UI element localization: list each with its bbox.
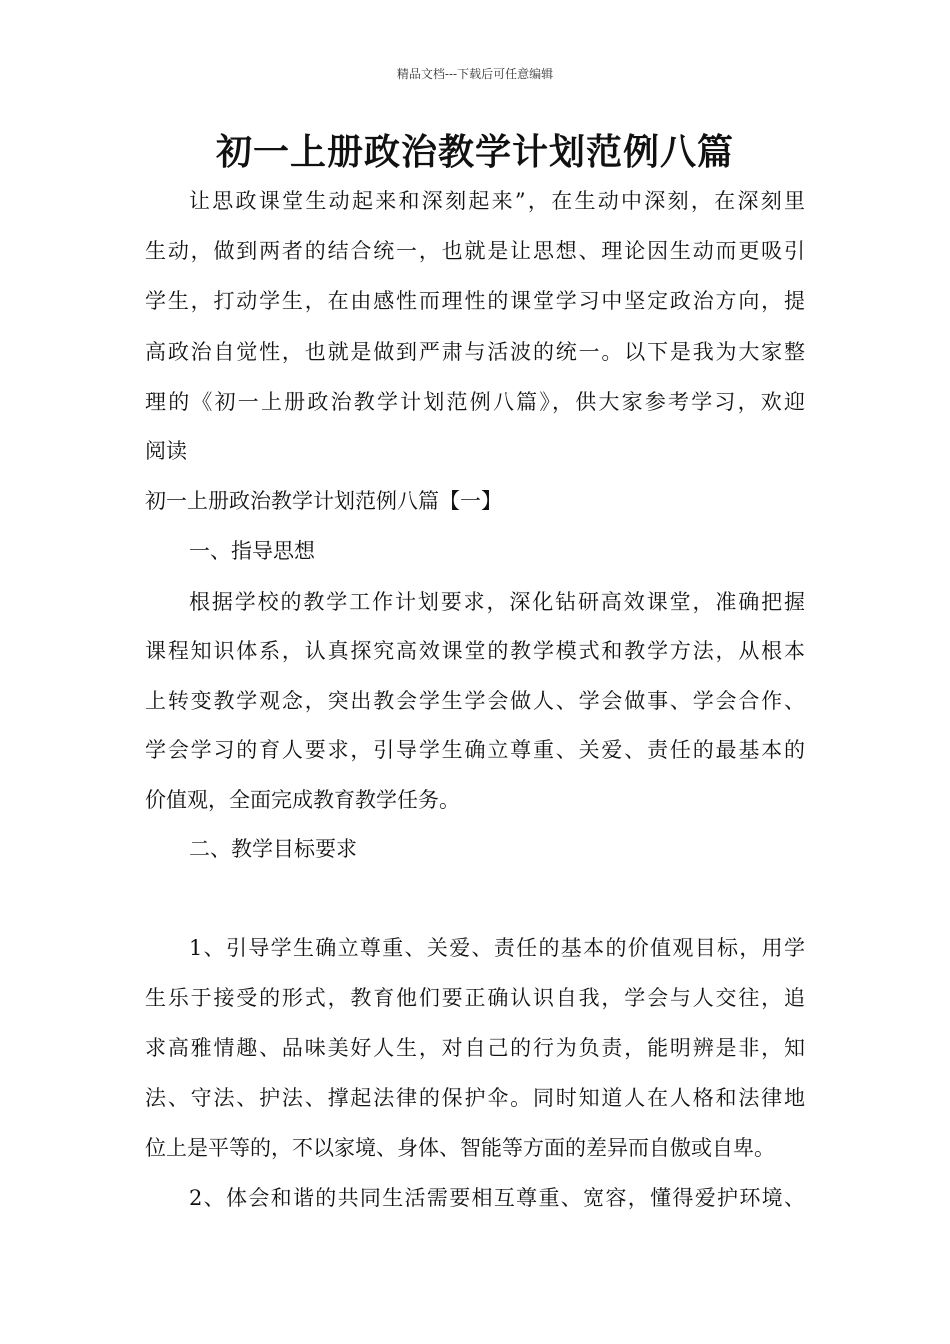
paragraph-line: 高政治自觉性，也就是做到严肃与活波的统一。以下是我为大家整 (145, 340, 805, 364)
paragraph-line: 理的《初一上册政治教学计划范例八篇》，供大家参考学习，欢迎 (145, 390, 805, 414)
paragraph-line: 阅读 (145, 439, 187, 463)
paragraph-line: 生动，做到两者的结合统一，也就是让思想、理论因生动而更吸引 (145, 239, 805, 263)
document-title: 初一上册政治教学计划范例八篇 (215, 131, 734, 173)
subsection-heading: 一、指导思想 (189, 539, 315, 563)
paragraph-line: 价值观，全面完成教育教学任务。 (145, 788, 460, 812)
header-note: 精品文档---下载后可任意编辑 (396, 67, 554, 81)
paragraph-line: 上转变教学观念，突出教会学生学会做人、学会做事、学会合作、 (145, 689, 805, 713)
paragraph-line: 2、体会和谐的共同生活需要相互尊重、宽容，懂得爱护环境、 (189, 1186, 805, 1210)
paragraph-line: 位上是平等的，不以家境、身体、智能等方面的差异而自傲或自卑。 (145, 1136, 775, 1160)
section-heading: 初一上册政治教学计划范例八篇【一】 (145, 489, 502, 513)
paragraph-line: 根据学校的教学工作计划要求，深化钻研高效课堂，准确把握 (189, 590, 805, 614)
paragraph-line: 1、引导学生确立尊重、关爱、责任的基本的价值观目标，用学 (189, 936, 805, 960)
paragraph-line: 让思政课堂生动起来和深刻起来”，在生动中深刻，在深刻里 (189, 189, 805, 213)
paragraph-line: 生乐于接受的形式，教育他们要正确认识自我，学会与人交往，追 (145, 986, 805, 1010)
paragraph-line: 学生，打动学生，在由感性而理性的课堂学习中坚定政治方向，提 (145, 289, 805, 313)
paragraph-line: 学会学习的育人要求，引导学生确立尊重、关爱、责任的最基本的 (145, 738, 805, 762)
paragraph-line: 求高雅情趣、品味美好人生，对自己的行为负责，能明辨是非，知 (145, 1036, 805, 1060)
subsection-heading: 二、教学目标要求 (189, 837, 357, 861)
paragraph-line: 法、守法、护法、撑起法律的保护伞。同时知道人在人格和法律地 (145, 1086, 805, 1110)
paragraph-line: 课程知识体系，认真探究高效课堂的教学模式和教学方法，从根本 (145, 639, 805, 663)
